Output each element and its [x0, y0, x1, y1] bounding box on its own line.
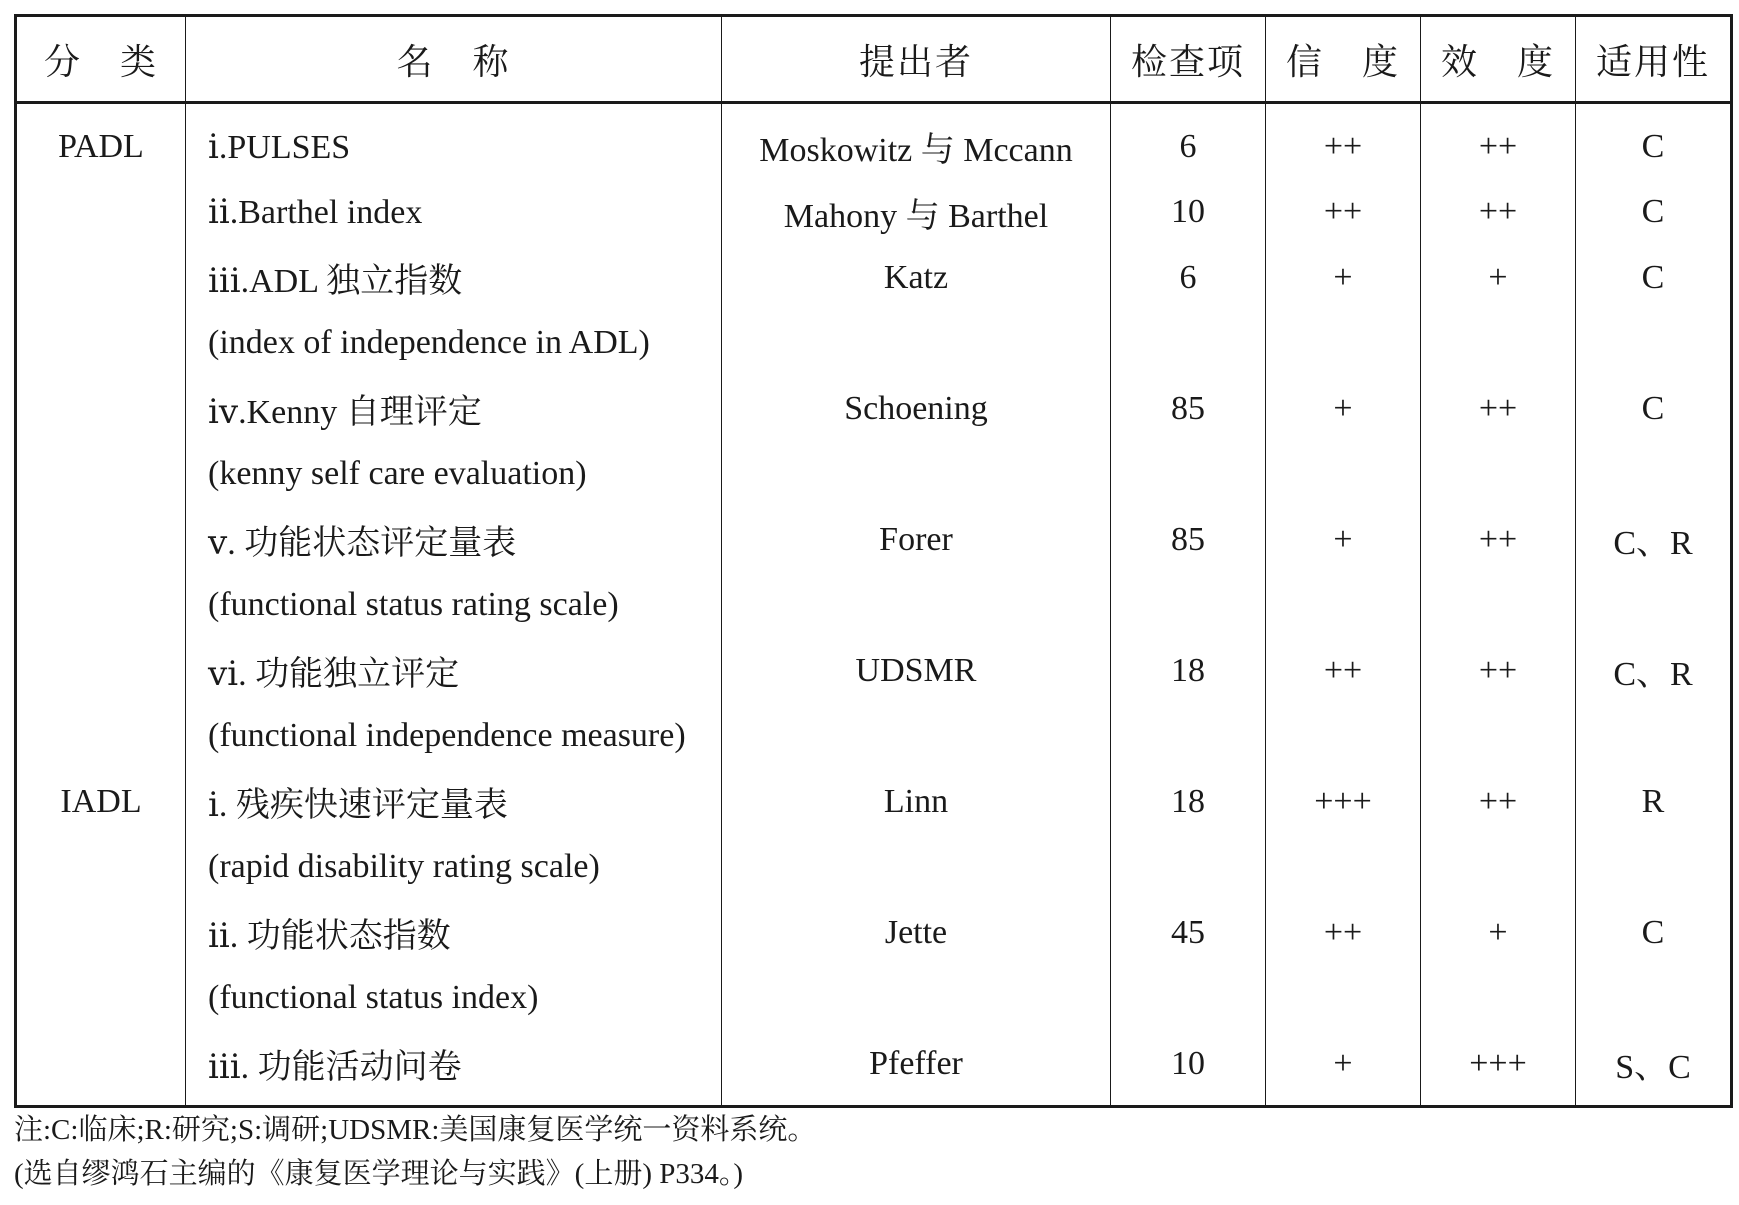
adl-assessment-table: [14, 14, 1733, 1108]
cell-name: (functional status index): [186, 966, 722, 1032]
cell-applicability: C: [1576, 103, 1732, 180]
cell-reliability: [1266, 311, 1421, 377]
cell-reliability: +: [1266, 376, 1421, 442]
cell-category: [16, 573, 186, 639]
cell-items: [1111, 311, 1266, 377]
cell-category: [16, 900, 186, 966]
cell-category: [16, 507, 186, 573]
cell-name: ⅰ. 残疾快速评定量表: [186, 769, 722, 835]
cell-reliability: +++: [1266, 769, 1421, 835]
cell-applicability: [1576, 311, 1732, 377]
cell-category: [16, 245, 186, 311]
cell-items: 45: [1111, 900, 1266, 966]
cell-name: ⅰ.PULSES: [186, 103, 722, 180]
cell-items: 18: [1111, 769, 1266, 835]
cell-proposer: Linn: [722, 769, 1111, 835]
cell-items: 6: [1111, 103, 1266, 180]
cell-category: IADL: [60, 782, 142, 820]
cell-applicability: C: [1576, 900, 1732, 966]
cell-category: [16, 376, 186, 442]
table-row: [16, 638, 1732, 704]
document: [14, 14, 1730, 1108]
cell-proposer: UDSMR: [722, 638, 1111, 704]
cell-category: [16, 442, 186, 508]
header-name: 名 称: [186, 16, 722, 103]
table-header-row: [16, 16, 1732, 103]
header-validity: 效 度: [1421, 16, 1576, 103]
cell-name: (rapid disability rating scale): [186, 835, 722, 901]
table-row: [16, 376, 1732, 442]
cell-category: [16, 180, 186, 246]
cell-proposer: Mahony 与 Barthel: [722, 180, 1111, 246]
cell-category: [16, 638, 186, 704]
cell-proposer: Moskowitz 与 Mccann: [722, 103, 1111, 180]
cell-validity: [1421, 704, 1576, 770]
table-row: [16, 900, 1732, 966]
cell-validity: +: [1421, 245, 1576, 311]
cell-name: (index of independence in ADL): [186, 311, 722, 377]
cell-proposer: [722, 442, 1111, 508]
cell-validity: [1421, 442, 1576, 508]
cell-validity: ++: [1421, 103, 1576, 180]
cell-proposer: Forer: [722, 507, 1111, 573]
cell-reliability: +: [1266, 1031, 1421, 1106]
cell-applicability: C: [1576, 245, 1732, 311]
cell-items: [1111, 704, 1266, 770]
cell-applicability: C: [1576, 180, 1732, 246]
table-row: [16, 103, 1732, 180]
cell-applicability: C、R: [1576, 507, 1732, 573]
cell-name: (kenny self care evaluation): [186, 442, 722, 508]
cell-applicability: [1576, 704, 1732, 770]
table-row: [16, 704, 1732, 770]
cell-name: ⅵ. 功能独立评定: [186, 638, 722, 704]
table-row: [16, 245, 1732, 311]
cell-validity: +++: [1421, 1031, 1576, 1106]
cell-proposer: [722, 966, 1111, 1032]
cell-items: [1111, 442, 1266, 508]
cell-validity: ++: [1421, 376, 1576, 442]
cell-validity: ++: [1421, 769, 1576, 835]
cell-applicability: C、R: [1576, 638, 1732, 704]
table-row: [16, 442, 1732, 508]
header-category: 分 类: [16, 16, 186, 103]
cell-items: 10: [1111, 1031, 1266, 1106]
cell-reliability: +: [1266, 507, 1421, 573]
cell-validity: ++: [1421, 507, 1576, 573]
header-proposer: 提出者: [722, 16, 1111, 103]
table-row: [16, 507, 1732, 573]
table-row: [16, 966, 1732, 1032]
cell-applicability: [1576, 966, 1732, 1032]
cell-proposer: [722, 835, 1111, 901]
note-source: (选自缪鸿石主编的《康复医学理论与实践》(上册) P334。): [14, 1158, 744, 1190]
cell-proposer: Katz: [722, 245, 1111, 311]
cell-validity: [1421, 573, 1576, 639]
cell-reliability: [1266, 442, 1421, 508]
cell-reliability: ++: [1266, 180, 1421, 246]
cell-category: [16, 1031, 186, 1106]
cell-name: ⅳ.Kenny 自理评定: [186, 376, 722, 442]
cell-reliability: [1266, 573, 1421, 639]
cell-reliability: ++: [1266, 900, 1421, 966]
cell-category: [16, 311, 186, 377]
header-items: 检查项: [1111, 16, 1266, 103]
cell-name: ⅱ. 功能状态指数: [186, 900, 722, 966]
cell-applicability: [1576, 835, 1732, 901]
cell-applicability: R: [1576, 769, 1732, 835]
cell-items: 6: [1111, 245, 1266, 311]
table-row: [16, 311, 1732, 377]
cell-items: 85: [1111, 507, 1266, 573]
cell-validity: [1421, 311, 1576, 377]
cell-validity: [1421, 835, 1576, 901]
table-row: [16, 769, 1732, 835]
table-row: [16, 1031, 1732, 1106]
cell-category: PADL: [58, 127, 144, 165]
header-reliability: 信 度: [1266, 16, 1421, 103]
cell-reliability: +: [1266, 245, 1421, 311]
table-notes: [14, 1108, 816, 1196]
cell-proposer: [722, 704, 1111, 770]
table-row: [16, 573, 1732, 639]
cell-reliability: [1266, 835, 1421, 901]
cell-validity: ++: [1421, 638, 1576, 704]
cell-items: 18: [1111, 638, 1266, 704]
cell-proposer: [722, 311, 1111, 377]
cell-items: [1111, 966, 1266, 1032]
cell-category: [16, 966, 186, 1032]
cell-applicability: C: [1576, 376, 1732, 442]
cell-name: ⅴ. 功能状态评定量表: [186, 507, 722, 573]
cell-reliability: [1266, 966, 1421, 1032]
cell-reliability: ++: [1266, 638, 1421, 704]
cell-name: (functional independence measure): [186, 704, 722, 770]
cell-validity: +: [1421, 900, 1576, 966]
cell-name: ⅲ. 功能活动问卷: [186, 1031, 722, 1106]
cell-applicability: S、C: [1576, 1031, 1732, 1106]
cell-name: (functional status rating scale): [186, 573, 722, 639]
cell-category: [16, 835, 186, 901]
table-row: [16, 835, 1732, 901]
cell-proposer: Pfeffer: [722, 1031, 1111, 1106]
cell-applicability: [1576, 442, 1732, 508]
cell-items: [1111, 835, 1266, 901]
cell-reliability: ++: [1266, 103, 1421, 180]
cell-proposer: [722, 573, 1111, 639]
cell-applicability: [1576, 573, 1732, 639]
cell-reliability: [1266, 704, 1421, 770]
table-body: [16, 103, 1732, 1107]
cell-items: [1111, 573, 1266, 639]
cell-proposer: Schoening: [722, 376, 1111, 442]
cell-validity: [1421, 966, 1576, 1032]
cell-category: [16, 704, 186, 770]
header-applicability: 适用性: [1576, 16, 1732, 103]
table-row: [16, 180, 1732, 246]
note-legend: 注:C:临床;R:研究;S:调研;UDSMR:美国康复医学统一资料系统。: [14, 1114, 817, 1146]
cell-items: 10: [1111, 180, 1266, 246]
cell-items: 85: [1111, 376, 1266, 442]
cell-name: ⅲ.ADL 独立指数: [186, 245, 722, 311]
cell-name: ⅱ.Barthel index: [186, 180, 722, 246]
cell-proposer: Jette: [722, 900, 1111, 966]
cell-validity: ++: [1421, 180, 1576, 246]
